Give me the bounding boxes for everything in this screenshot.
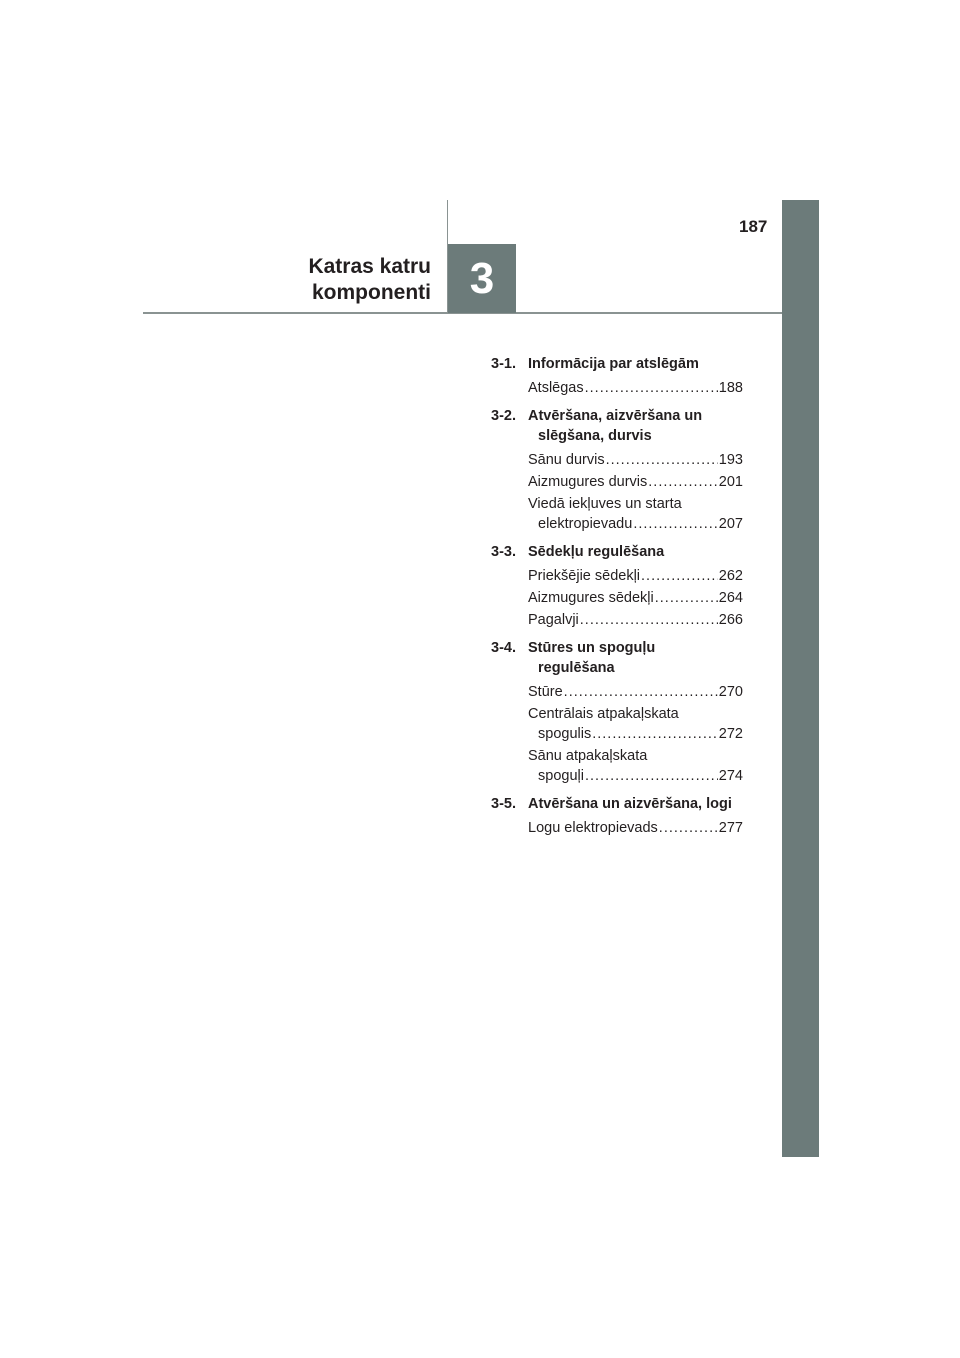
section-title	[528, 794, 743, 814]
section-title	[528, 542, 743, 562]
dot-leader	[592, 724, 718, 744]
section-title	[528, 354, 743, 374]
toc-entry-text: elektropievadu	[538, 516, 633, 532]
toc-section-heading[interactable]	[491, 794, 743, 814]
table-of-contents	[491, 354, 743, 846]
toc-entry[interactable]	[528, 588, 743, 608]
toc-entry[interactable]	[528, 704, 743, 744]
section-number: 3-3.	[491, 544, 516, 560]
section-title-line: Atvēršana, aizvēršana un	[528, 408, 703, 424]
toc-page-number: 262	[718, 568, 743, 584]
dot-leader	[659, 818, 718, 838]
toc-entry-list	[528, 682, 743, 786]
toc-entry-text: Logu elektropievads	[528, 820, 658, 836]
dot-leader	[585, 766, 718, 786]
page-number: 187	[739, 217, 768, 236]
section-title-line: slēgšana, durvis	[538, 428, 652, 444]
section-title-line: Atvēršana un aizvēršana, logi	[528, 796, 732, 812]
chapter-title-line1: Katras katru	[308, 255, 431, 278]
dot-leader	[641, 566, 718, 586]
toc-entry[interactable]	[528, 746, 743, 786]
toc-page-number: 277	[718, 820, 743, 836]
dot-leader	[606, 450, 718, 470]
section-title-line: Stūres un spoguļu	[528, 640, 656, 656]
toc-entry[interactable]	[528, 450, 743, 470]
chapter-side-tab	[782, 200, 819, 1157]
toc-entry[interactable]	[528, 682, 743, 702]
toc-entry-text: Stūre	[528, 684, 563, 700]
toc-page-number: 188	[718, 380, 743, 396]
toc-section-heading[interactable]	[491, 406, 743, 446]
dot-leader	[648, 472, 718, 492]
toc-section-heading[interactable]	[491, 542, 743, 562]
section-title-line: Sēdekļu regulēšana	[528, 544, 665, 560]
section-title-line: Informācija par atslēgām	[528, 356, 699, 372]
toc-entry[interactable]	[528, 566, 743, 586]
toc-page-number: 270	[718, 684, 743, 700]
toc-entry-text: Sānu durvis	[528, 452, 605, 468]
section-title	[528, 406, 743, 446]
dot-leader	[585, 378, 718, 398]
toc-page-number: 274	[718, 768, 743, 784]
toc-page-number: 264	[718, 590, 743, 606]
toc-entry-text: spoguļi	[538, 768, 584, 784]
toc-entry-text: Aizmugures sēdekļi	[528, 590, 654, 606]
section-number: 3-5.	[491, 796, 516, 812]
toc-entry-text: Pagalvji	[528, 612, 579, 628]
toc-entry-text-line: Sānu atpakaļskata	[528, 748, 648, 764]
toc-page-number: 266	[718, 612, 743, 628]
toc-entry-text: spogulis	[538, 726, 592, 742]
chapter-number-box: 3	[448, 244, 516, 313]
toc-entry-list	[528, 818, 743, 838]
toc-entry[interactable]	[528, 494, 743, 534]
section-number: 3-1.	[491, 356, 516, 372]
chapter-title	[308, 254, 431, 306]
toc-entry-list	[528, 566, 743, 630]
toc-entry[interactable]	[528, 818, 743, 838]
toc-entry[interactable]	[528, 610, 743, 630]
toc-entry-text: Priekšējie sēdekļi	[528, 568, 641, 584]
toc-section-heading[interactable]	[491, 638, 743, 678]
toc-page-number: 272	[718, 726, 743, 742]
toc-entry-list	[528, 378, 743, 398]
dot-leader	[633, 514, 717, 534]
toc-entry-text: Atslēgas	[528, 380, 584, 396]
toc-entry-text-line: Centrālais atpakaļskata	[528, 706, 679, 722]
section-number: 3-2.	[491, 408, 516, 424]
dot-leader	[580, 610, 718, 630]
toc-page-number: 207	[718, 516, 743, 532]
dot-leader	[564, 682, 718, 702]
toc-section-heading[interactable]	[491, 354, 743, 374]
toc-page-number: 201	[718, 474, 743, 490]
toc-entry[interactable]	[528, 472, 743, 492]
section-title	[528, 638, 743, 678]
section-number: 3-4.	[491, 640, 516, 656]
toc-page-number: 193	[718, 452, 743, 468]
toc-entry-list	[528, 450, 743, 534]
toc-entry-text-line: Viedā iekļuves un starta	[528, 496, 682, 512]
toc-entry-text: Aizmugures durvis	[528, 474, 648, 490]
dot-leader	[655, 588, 718, 608]
toc-entry[interactable]	[528, 378, 743, 398]
section-title-line: regulēšana	[538, 660, 615, 676]
chapter-title-line2: komponenti	[312, 281, 431, 304]
